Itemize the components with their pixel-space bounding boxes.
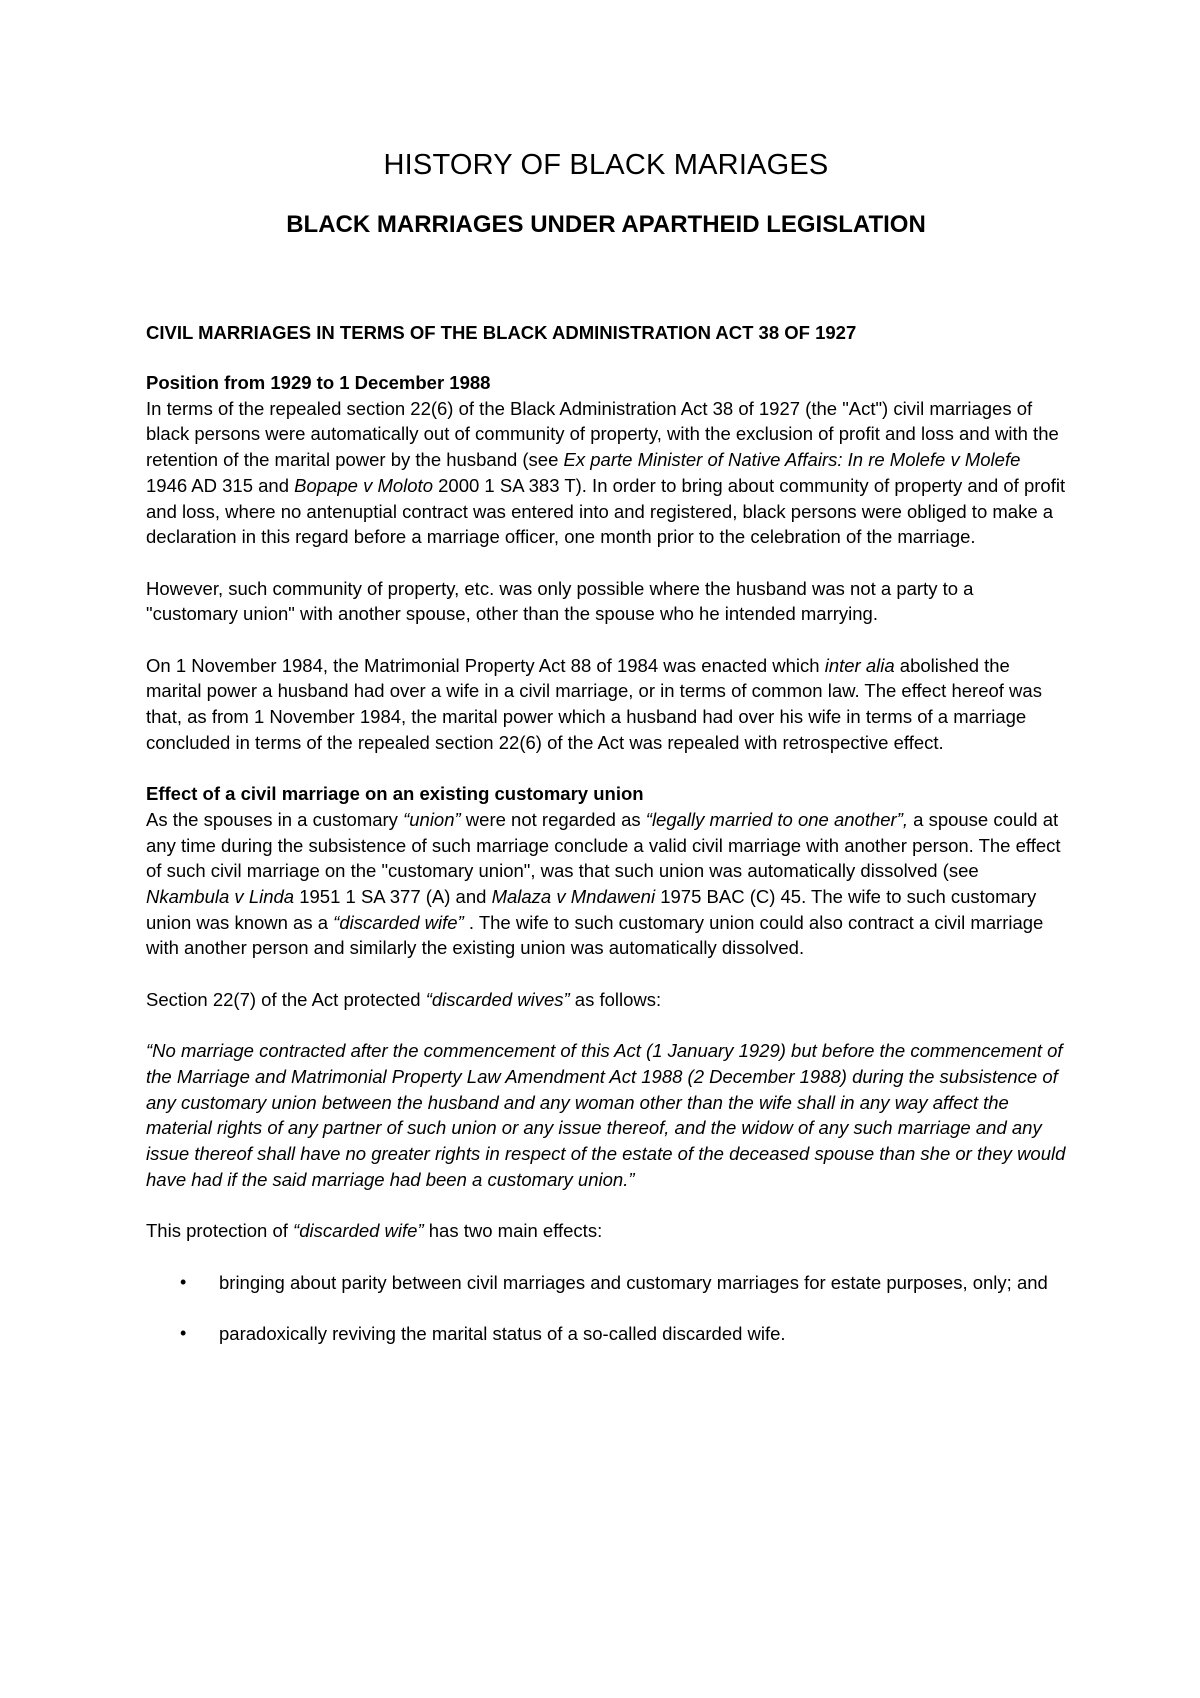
document-title: HISTORY OF BLACK MARIAGES	[383, 149, 829, 181]
case-citation: Nkambula v Linda	[146, 886, 295, 908]
paragraph-customary-union: However, such community of property, etc. was only possible where the husband was not a party to a "customary union" with another spouse, other than the spouse who he intended marrying.	[146, 577, 974, 625]
effect-heading: Effect of a civil marriage on an existing customary union	[146, 783, 644, 805]
list-item: • paradoxically reviving the marital status of a so-called discarded wife.	[146, 1321, 1066, 1347]
paragraph-position: In terms of the repealed section 22(6) of the Black Administration Act 38 of 1927 (the "Act") civil marriages of black persons were automatically out of community of property, with the exclusion of profit and loss and with the retention of the marital power by the husband (see Ex parte Minister of Native Affairs: In re Molefe v Molefe 1946 AD 315 and Bopape v Moloto 2000 1 SA 383 T). In order to bring about community of property and of profit and loss, where no antenuptial contract was entered into and registered, black persons were obliged to make a declaration in this regard before a marriage officer, one month prior to the celebration of the marriage.	[146, 397, 1066, 548]
bullet-icon: •	[180, 1271, 187, 1292]
position-heading: Position from 1929 to 1 December 1988	[146, 372, 491, 393]
case-citation: Bopape v Moloto	[294, 474, 433, 496]
document-content	[146, 140, 1066, 1372]
document-subtitle: BLACK MARRIAGES UNDER APARTHEID LEGISLATION	[286, 211, 926, 238]
case-citation: Ex parte Minister of Native Affairs: In re Molefe v Molefe	[563, 449, 1021, 471]
paragraph-protection: This protection of “discarded wife” has two main effects:	[146, 1220, 603, 1242]
latin-term: inter alia	[824, 654, 895, 676]
paragraph-matrimonial-property-act: On 1 November 1984, the Matrimonial Property Act 88 of 1984 was enacted which inter alia abolished the marital power a husband had over a wife in a civil marriage, or in terms of common law. The effect hereof was that, as from 1 November 1984, the marital power which a husband had over his wife in terms of a marriage concluded in terms of the repealed section 22(6) of the Act was repealed with retrospective effect.	[146, 654, 1042, 753]
list-item: • bringing about parity between civil marriages and customary marriages for estate purposes, only; and	[146, 1270, 1066, 1296]
statute-quote: “No marriage contracted after the commencement of this Act (1 January 1929) but before the commencement of the Marriage and Matrimonial Property Law Amendment Act 1988 (2 December 1988) during the subsistence of any customary union between the husband and any woman other than the wife shall in any way affect the material rights of any partner of such union or any issue thereof, and the widow of any such marriage and any issue thereof shall have no greater rights in respect of the estate of the deceased spouse than she or they would have had if the said marriage had been a customary union.”	[146, 1040, 1066, 1190]
paragraph-effect: As the spouses in a customary “union” were not regarded as “legally married to one another”, a spouse could at any time during the subsistence of such marriage conclude a valid civil marriage with another person. The effect of such civil marriage on the "customary union", was that such union was automatically dissolved (see Nkambula v Linda 1951 1 SA 377 (A) and Malaza v Mndaweni 1975 BAC (C) 45. The wife to such customary union was known as a “discarded wife” . The wife to such customary union could also contract a civil marriage with another person and similarly the existing union was automatically dissolved.	[146, 808, 1061, 959]
bullet-icon: •	[180, 1322, 187, 1343]
case-citation: Malaza v Mndaweni	[491, 886, 656, 908]
effects-list	[146, 1270, 1066, 1347]
paragraph-section-22-7: Section 22(7) of the Act protected “discarded wives” as follows:	[146, 988, 662, 1010]
section-heading: CIVIL MARRIAGES IN TERMS OF THE BLACK ADMINISTRATION ACT 38 OF 1927	[146, 322, 857, 343]
